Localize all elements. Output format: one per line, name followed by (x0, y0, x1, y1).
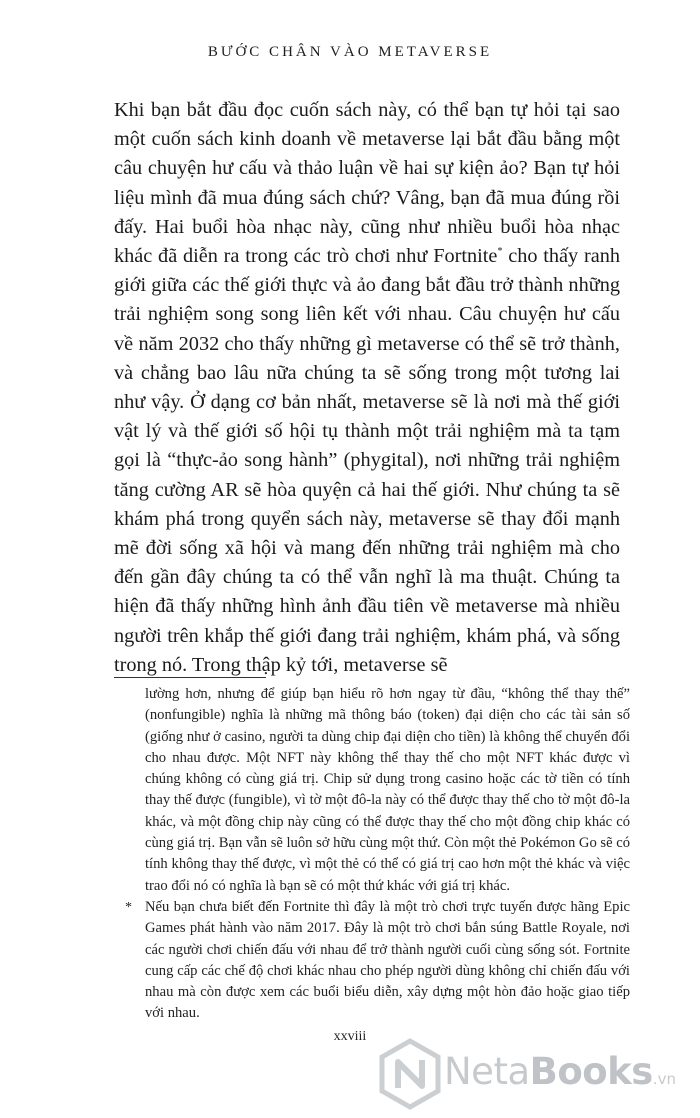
page-number: xxviii (333, 1029, 367, 1044)
footnote-mark: * (125, 900, 132, 915)
footnote-continued: lường hơn, nhưng để giúp bạn hiểu rõ hơn ngay từ đầu, “không thể thay thế” (nonfungible) nghĩa là những mã thông báo (token) đại diện cho các tài sản số (giống như ở casino, người ta dùng chip đại diện cho tiền) là không thể chuyển đổi cho nhau được. Một NFT này không thể thay thế cho một NFT khác được vì chúng không có cùng giá trị. Chip sử dụng trong casino hoặc các tờ tiền có tính thay thế được (fungible), vì tờ một đô-la này có thể được thay thế cho tờ một đô-la khác, và một đồng chip này cũng có thể được thay thế cho một đồng chip khác có cùng giá trị. Bạn vẫn sẽ luôn sở hữu cùng một thứ. Còn một thẻ Pokémon Go sẽ có tính không thay thế được, vì một thẻ có thể có giá trị cao hơn một thẻ khác và việc trao đổi nó có nghĩa là bạn sẽ có một thứ khác với giá trị khác. (145, 686, 630, 894)
body-text-part1: Khi bạn bắt đầu đọc cuốn sách này, có thể bạn tự hỏi tại sao một cuốn sách kinh doanh về metaverse lại bắt đầu bằng một câu chuyện hư cấu và thảo luận về hai sự kiện ảo? Bạn tự hỏi liệu mình đã mua đúng sách chứ? Vâng, bạn đã mua đúng rồi đấy. Hai buổi hòa nhạc này, cũng như nhiều buổi hòa nhạc khác đã diễn ra trong các trò chơi như Fortnite (114, 99, 620, 268)
watermark (378, 1038, 688, 1110)
watermark-text (444, 1050, 676, 1101)
footnote-fortnite-text: Nếu bạn chưa biết đến Fortnite thì đây là một trò chơi trực tuyến được hãng Epic Games phát hành vào năm 2017. Đây là một trò chơi bắn súng Battle Royale, nơi các người chơi chiến đấu với nhau để trở thành người cuối cùng sống sót. Fortnite cung cấp các chế độ chơi khác nhau cho phép người dùng không chỉ chiến đấu với nhau mà còn được xem các buổi biểu diễn, xây dựng một hòn đảo hoặc giao tiếp với nhau. (145, 899, 630, 1022)
watermark-text-neta: Neta (444, 1050, 530, 1093)
footnote-divider (114, 677, 266, 678)
running-head: BƯỚC CHÂN VÀO METAVERSE (207, 44, 493, 60)
body-text-part2: cho thấy ranh giới giữa các thế giới thực và ảo đang bắt đầu trở thành những trải nghiệm song song liên kết với nhau. Câu chuyện hư cấu về năm 2032 cho thấy những gì metaverse có thể sẽ trở thành, và chẳng bao lâu nữa chúng ta sẽ sống trong một tương lai như vậy. Ở dạng cơ bản nhất, metaverse sẽ là nơi mà thế giới vật lý và thế giới số hội tụ thành một trải nghiệm mà ta tạm gọi là “thực-ảo song hành” (phygital), nơi những trải nghiệm tăng cường AR sẽ hòa quyện cả hai thế giới. Như chúng ta sẽ khám phá trong quyển sách này, metaverse sẽ thay đổi mạnh mẽ đời sống xã hội và mang đến những trải nghiệm mà cho đến gần đây chúng ta có thể vẫn nghĩ là ma thuật. Chúng ta hiện đã thấy những hình ảnh đầu tiên về metaverse mà nhiều người trên khắp thế giới đang trải nghiệm, khám phá, và sống trong nó. Trong thập kỷ tới, metaverse sẽ (114, 245, 621, 676)
watermark-text-books: Books (529, 1050, 653, 1093)
body-paragraph (114, 96, 620, 680)
footnote-fortnite (125, 897, 630, 1025)
footnote-reference: * (497, 246, 503, 258)
watermark-text-tld: .vn (652, 1070, 676, 1088)
netabooks-logo-icon (378, 1038, 442, 1110)
